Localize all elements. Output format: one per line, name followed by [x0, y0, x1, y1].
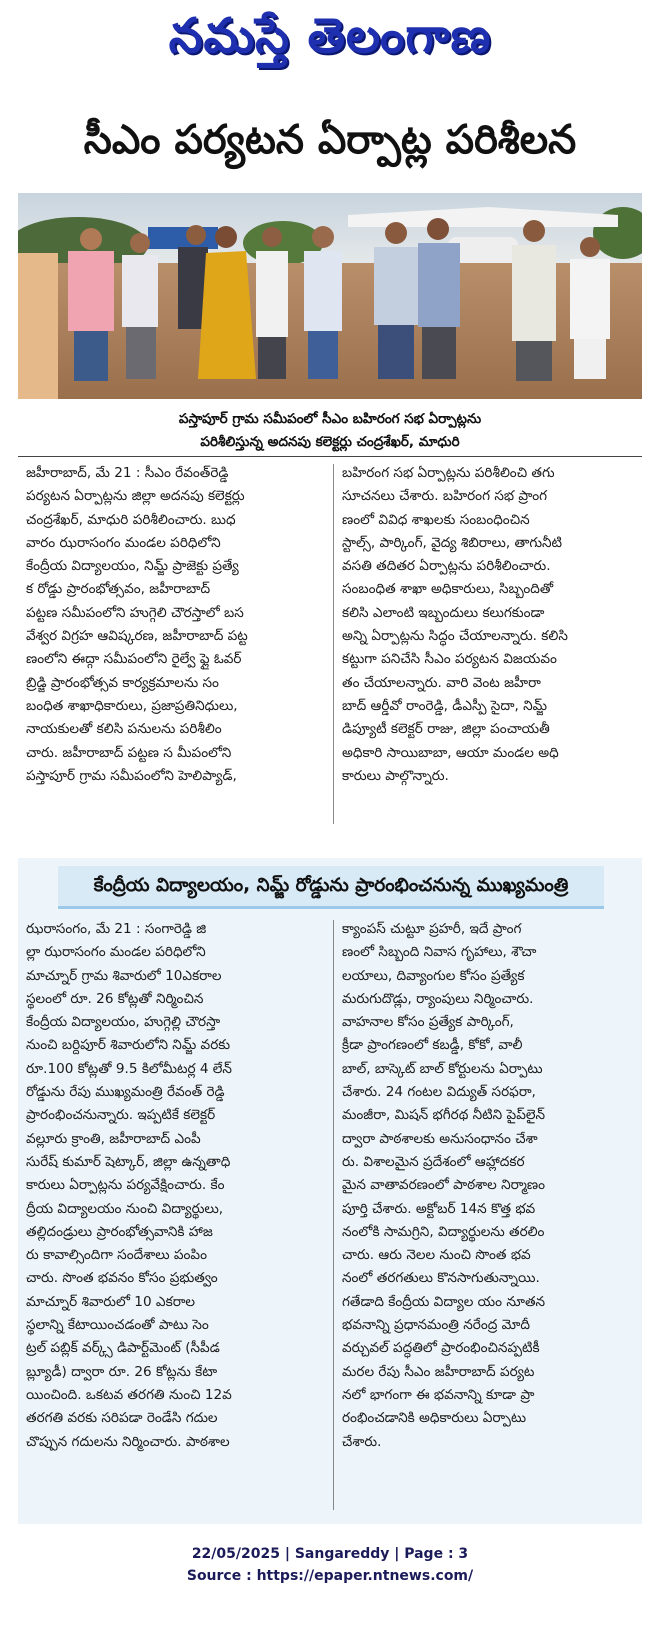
- text-line: వల్లూరు క్రాంతి, జహీరాబాద్ ఎంపీ: [26, 1130, 201, 1147]
- text-line: నుంచి బర్దిపూర్ శివారులోని నిమ్జ్ వరకు: [26, 1037, 231, 1054]
- text-line: పట్టణ సమీపంలోని హుగ్గెలి చౌరస్తాలో బస: [26, 604, 244, 621]
- text-line: కలిసి ఎలాంటి ఇబ్బందులు కలుగకుండా: [342, 604, 545, 621]
- text-line: ప్రారంభించనున్నారు. ఇప్పటికే కలెక్టర్: [26, 1107, 216, 1124]
- text-line: ఝరాసంగం, మే 21 : సంగారెడ్డి జి: [26, 921, 207, 937]
- text-line: క రోడ్డు ప్రారంభోత్సవం, జహీరాబాద్: [26, 581, 211, 598]
- text-line: రు కావాల్సిందిగా సందేశాలు పంపిం: [26, 1247, 207, 1264]
- news-photo: [18, 193, 642, 399]
- text-line: సంబంధిత శాఖా అధికారులు, సిబ్బందితో: [342, 581, 554, 598]
- text-line: స్థలాన్ని కేటాయించడంతో పాటు సెం: [26, 1317, 209, 1334]
- story2-left-column: [26, 918, 326, 1454]
- text-line: చేశారు. 24 గంటల విద్యుత్ సరఫరా,: [342, 1084, 536, 1101]
- text-line: చంద్రశేఖర్, మాధురి పరిశీలించారు. బుధ: [26, 511, 236, 528]
- text-line: కట్టుగా పనిచేసి సీఎం పర్యటన విజయవం: [342, 651, 557, 668]
- text-line: ణంలో వివిధ శాఖలకు సంబంధించిన: [342, 511, 530, 528]
- text-line: సూచనలు చేశారు. బహిరంగ సభ ప్రాంగ: [342, 488, 548, 505]
- column-rule: [333, 464, 334, 824]
- text-line: ల్లా ఝరాసంగం మండల పరిధిలోని: [26, 944, 206, 961]
- text-line: డిప్యూటీ కలెక్టర్ రాజు, జిల్లా పంచాయతీ: [342, 721, 550, 738]
- story2-right-column: [342, 918, 642, 1454]
- text-line: నలో భాగంగా ఈ భవనాన్ని కూడా ప్రా: [342, 1386, 535, 1403]
- text-line: ద్రీయ విద్యాలయం నుంచి విద్యార్థులు,: [26, 1200, 224, 1217]
- text-line: కేంద్రీయ విద్యాలయం, హుగ్గెల్లి చౌరస్తా: [26, 1014, 221, 1031]
- text-line: వర్చువల్ పద్ధతిలో ప్రారంభించినప్పటికీ: [342, 1340, 540, 1357]
- text-line: కేంద్రీయ విద్యాలయం, నిమ్జ్ ప్రాజెక్టు ప్రత్యే: [26, 558, 239, 575]
- text-line: స్టాల్స్, పార్కింగ్, వైద్య శిబిరాలు, తాగునీటి: [342, 534, 563, 551]
- text-line: కారులు పాల్గొన్నారు.: [342, 767, 449, 784]
- text-line: మరుగుదొడ్లు, ర్యాంపులు నిర్మించారు.: [342, 990, 534, 1007]
- story1-left-column: [26, 462, 326, 788]
- photo-caption: [40, 408, 620, 454]
- text-line: పూర్తి చేశారు. అక్టోబర్ 14న కొత్త భవ: [342, 1200, 536, 1217]
- text-line: తరగతి వరకు సరిపడా రెండేసి గదుల: [26, 1410, 218, 1427]
- text-line: వసతి తదితర ఏర్పాట్లను పరిశీలించారు.: [342, 558, 551, 575]
- text-line: చారు. జహీరాబాద్ పట్టణ స మీపంలోని: [26, 744, 232, 761]
- headline: సీఎం పర్యటన ఏర్పాట్ల పరిశీలన: [83, 117, 577, 163]
- text-line: సురేష్ కుమార్ షెట్కార్, జిల్లా ఉన్నతాధి: [26, 1153, 231, 1170]
- text-line: అన్ని ఏర్పాట్లను సిద్ధం చేయాలన్నారు. కలిసి: [342, 628, 568, 645]
- column-rule: [333, 920, 334, 1510]
- section-divider: [18, 456, 642, 457]
- text-line: చొప్పున గదులను నిర్మించారు. పాఠశాల: [26, 1433, 230, 1450]
- text-line: బంధిత శాఖాధికారులు, ప్రజాప్రతినిధులు,: [26, 697, 238, 714]
- text-line: బ్ల్యూడీ) ద్వారా రూ. 26 కోట్లను కేటా: [26, 1363, 218, 1380]
- text-line: జహీరాబాద్, మే 21 : సీఎం రేవంత్‌రెడ్డి: [26, 465, 229, 481]
- text-line: రు. విశాలమైన ప్రదేశంలో ఆహ్లాదకర: [342, 1153, 525, 1170]
- caption-line: పస్తాపూర్ గ్రామ సమీపంలో సీఎం బహిరంగ సభ ఏర్పాట్లను: [178, 411, 482, 427]
- text-line: తం చేయాలన్నారు. వారి వెంట జహీరా: [342, 674, 541, 691]
- text-line: క్యాంపస్ చుట్టూ ప్రహరీ, ఇదే ప్రాంగ: [342, 921, 522, 937]
- text-line: గతేడాది కేంద్రీయ విద్యాల యం నూతన: [342, 1293, 546, 1310]
- page-footer: [0, 1543, 660, 1587]
- text-line: మంజీరా, మిషన్ భగీరథ నీటిని పైప్‌లైన్: [342, 1107, 546, 1124]
- masthead: [0, 8, 660, 80]
- text-line: నాయకులతో కలిసి పనులను పరిశీలిం: [26, 721, 222, 738]
- text-line: రూ.100 కోట్లతో 9.5 కిలోమీటర్ల 4 లేన్: [26, 1060, 232, 1077]
- story2-subheadline: కేంద్రీయ విద్యాలయం, నిమ్జ్ రోడ్డును ప్రారంభించనున్న ముఖ్యమంత్రి: [58, 866, 604, 909]
- text-line: తల్లిదండ్రులు ప్రారంభోత్సవానికి హాజ: [26, 1223, 213, 1240]
- text-line: చారు. ఆరు నెలల నుంచి సొంత భవ: [342, 1247, 531, 1264]
- text-line: భవనాన్ని ప్రధానమంత్రి నరేంద్ర మోదీ: [342, 1317, 530, 1334]
- text-line: ణంలోని ఈద్గా సమీపంలోని రైల్వే ఫ్లై ఓవర్: [26, 651, 242, 668]
- text-line: పర్యటన ఏర్పాట్లను జిల్లా అదనపు కలెక్టర్లు: [26, 488, 245, 505]
- text-line: వేశ్వర విగ్రహ ఆవిష్కరణ, జహీరాబాద్ పట్ట: [26, 628, 248, 645]
- text-line: యించింది. ఒకటవ తరగతి నుంచి 12వ: [26, 1386, 232, 1403]
- text-line: చారు. సొంత భవనం కోసం ప్రభుత్వం: [26, 1270, 218, 1287]
- footer-date-edition: 22/05/2025 | Sangareddy | Page : 3: [191, 1546, 469, 1562]
- text-line: ట్రల్ పబ్లిక్ వర్క్స్ డిపార్ట్‌మెంట్ (సీపీడ: [26, 1340, 220, 1357]
- text-line: పస్తాపూర్ గ్రామ సమీపంలోని హెలిప్యాడ్,: [26, 767, 237, 784]
- caption-line: పరిశీలిస్తున్న అదనపు కలెక్టర్లు చంద్రశేఖర్, మాధురి: [200, 434, 460, 450]
- text-line: అధికారి సాయిబాబా, ఆయా మండల అధి: [342, 744, 559, 761]
- text-line: మాచ్నూర్ గ్రామ శివారులో 10ఎకరాల: [26, 967, 222, 984]
- text-line: లయాలు, దివ్యాంగుల కోసం ప్రత్యేక: [342, 967, 525, 984]
- text-line: రోడ్డును రేపు ముఖ్యమంత్రి రేవంత్ రెడ్డి: [26, 1084, 225, 1101]
- text-line: స్థలంలో రూ. 26 కోట్లతో నిర్మించిన: [26, 990, 204, 1007]
- text-line: బహిరంగ సభ ఏర్పాట్లను పరిశీలించి తగు: [342, 465, 555, 481]
- text-line: బ్రిడ్జి ప్రారంభోత్సవ కార్యక్రమాలను సం: [26, 674, 219, 691]
- text-line: నంలోకి సామగ్రిని, విద్యార్థులను తరలిం: [342, 1223, 545, 1240]
- text-line: వారం ఝరాసంగం మండల పరిధిలోని: [26, 534, 221, 551]
- text-line: ణంలో సిబ్బంది నివాస గృహాలు, శౌచా: [342, 944, 537, 961]
- text-line: బాద్ ఆర్డీవో రాంరెడ్డి, డీఎస్పీ సైదా, నిమ్జ్: [342, 697, 548, 714]
- text-line: చేశారు.: [342, 1433, 382, 1450]
- story1-right-column: [342, 462, 642, 788]
- text-line: బాల్, బాస్కెట్ బాల్ కోర్టులను ఏర్పాటు: [342, 1060, 543, 1077]
- text-line: మరల రేపు సీఎం జహీరాబాద్ పర్యట: [342, 1363, 535, 1380]
- text-line: వాహనాల కోసం ప్రత్యేక పార్కింగ్,: [342, 1014, 514, 1031]
- text-line: మాచ్నూర్ శివారులో 10 ఎకరాల: [26, 1293, 196, 1310]
- text-line: ద్వారా పాఠశాలకు అనుసంధానం చేశా: [342, 1130, 538, 1147]
- text-line: మైన వాతావరణంలో పాఠశాల నిర్మాణం: [342, 1177, 545, 1194]
- text-line: కారులు ఏర్పాట్లను పర్యవేక్షించారు. కేం: [26, 1177, 225, 1194]
- footer-source: Source : https://epaper.ntnews.com/: [186, 1568, 474, 1584]
- text-line: నంలో తరగతులు కొనసాగుతున్నాయి.: [342, 1270, 540, 1287]
- text-line: రంభించడానికి అధికారులు ఏర్పాటు: [342, 1410, 527, 1427]
- masthead-title: నమస్తే తెలంగాణ: [168, 8, 492, 64]
- text-line: క్రీడా ప్రాంగణంలో కబడ్డీ, కోకో, వాలీ: [342, 1037, 523, 1054]
